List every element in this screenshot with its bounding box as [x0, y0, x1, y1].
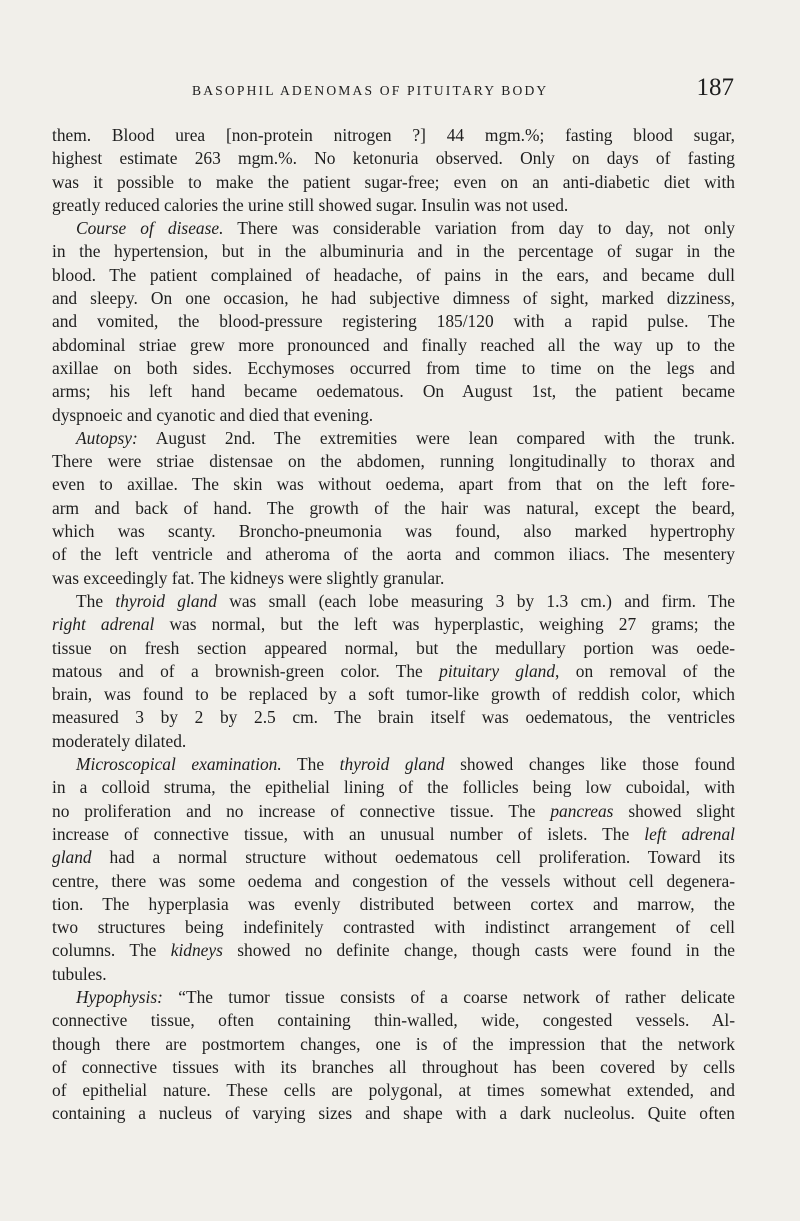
text-line — [52, 567, 735, 590]
text-segment: showed changes like those found — [444, 754, 735, 775]
text-segment: was it possible to make the patient sugar-free; even on an anti-diabetic diet with — [52, 171, 735, 192]
italic-term: right adrenal — [52, 614, 155, 635]
text-line — [52, 450, 735, 473]
text-segment: and vomited, the blood-pressure registering 185/120 with a rapid pulse. The — [52, 311, 735, 332]
text-segment: dyspnoeic and cyanotic and died that evening. — [52, 404, 374, 425]
text-segment: There was considerable variation from day to day, not only — [223, 218, 735, 239]
text-line — [52, 800, 735, 823]
text-segment: The — [76, 590, 116, 611]
text-line — [52, 730, 735, 753]
text-line — [52, 986, 735, 1009]
text-segment: them. Blood urea [non-protein nitrogen ?] 44 mgm.%; fasting blood sugar, — [52, 125, 735, 145]
text-line — [52, 240, 735, 263]
text-line — [52, 1056, 735, 1079]
text-line — [52, 124, 735, 147]
text-segment: “The tumor tissue consists of a coarse network of rather delicate — [162, 986, 735, 1007]
text-segment: abdominal striae grew more pronounced and finally reached all the way up to the — [52, 334, 735, 355]
italic-term: kidneys — [170, 940, 223, 961]
text-segment: tion. The hyperplasia was evenly distributed between cortex and marrow, the — [52, 893, 735, 914]
text-line — [52, 380, 735, 403]
text-line — [52, 1102, 735, 1125]
text-segment: two structures being indefinitely contrasted with indistinct arrangement of cell — [52, 917, 735, 938]
text-line — [52, 473, 735, 496]
italic-term: thyroid gland — [339, 754, 445, 775]
text-line — [52, 846, 735, 869]
text-segment: showed slight — [613, 800, 735, 821]
text-segment: August 2nd. The extremities were lean compared with the trunk. — [137, 427, 735, 448]
text-line — [52, 543, 735, 566]
text-segment: , on removal of the — [555, 660, 735, 681]
text-line — [52, 357, 735, 380]
text-segment: tissue on fresh section appeared normal, but the medullary portion was oede- — [52, 637, 735, 658]
text-line — [52, 939, 735, 962]
text-line — [52, 916, 735, 939]
text-segment: containing a nucleus of varying sizes and shape with a dark nucleolus. Quite often — [52, 1103, 735, 1124]
text-line — [52, 637, 735, 660]
text-segment: was normal, but the left was hyperplastic, weighing 27 grams; the — [154, 614, 735, 635]
text-line — [52, 497, 735, 520]
text-line — [52, 870, 735, 893]
text-segment: in the hypertension, but in the albuminuria and in the percentage of sugar in the — [52, 241, 735, 262]
text-segment: and sleepy. On one occasion, he had subjective dimness of sight, marked dizziness, — [52, 288, 735, 309]
italic-term: pituitary gland — [439, 660, 556, 681]
text-segment: arm and back of hand. The growth of the hair was natural, except the beard, — [52, 497, 735, 518]
text-line — [52, 310, 735, 333]
running-head — [58, 72, 734, 106]
text-line — [52, 660, 735, 683]
italic-term: Hypophysis: — [76, 986, 163, 1007]
text-segment: arms; his left hand became oedematous. On August 1st, the patient became — [52, 381, 735, 402]
text-line — [52, 963, 735, 986]
text-segment: The — [281, 754, 340, 775]
italic-term: Autopsy: — [76, 427, 138, 448]
text-segment: was small (each lobe measuring 3 by 1.3 cm.) and firm. The — [216, 590, 735, 611]
text-line — [52, 683, 735, 706]
text-segment: greatly reduced calories the urine still showed sugar. Insulin was not used. — [52, 194, 569, 215]
text-line — [52, 264, 735, 287]
text-segment: was exceedingly fat. The kidneys were slightly granular. — [52, 567, 445, 588]
text-line — [52, 427, 735, 450]
italic-term: pancreas — [550, 800, 614, 821]
text-line — [52, 334, 735, 357]
text-segment: moderately dilated. — [52, 730, 187, 751]
text-segment: tubules. — [52, 963, 107, 984]
text-segment: connective tissue, often containing thin-walled, wide, congested vessels. Al- — [52, 1010, 735, 1031]
text-segment: of connective tissues with its branches all throughout has been covered by cells — [52, 1056, 735, 1077]
text-line — [52, 217, 735, 240]
text-line — [52, 1079, 735, 1102]
text-segment: even to axillae. The skin was without oedema, apart from that on the left fore- — [52, 474, 735, 495]
text-line — [52, 753, 735, 776]
text-segment: measured 3 by 2 by 2.5 cm. The brain itself was oedematous, the ventricles — [52, 707, 735, 728]
text-line — [52, 171, 735, 194]
italic-term: Microscopical examination. — [76, 754, 282, 775]
text-segment: axillae on both sides. Ecchymoses occurred from time to time on the legs and — [52, 357, 735, 378]
text-line — [52, 287, 735, 310]
running-title: BASOPHIL ADENOMAS OF PITUITARY BODY — [192, 83, 549, 98]
text-line — [52, 823, 735, 846]
italic-term: left adrenal — [644, 823, 735, 844]
italic-term: Course of disease. — [76, 218, 224, 239]
text-segment: centre, there was some oedema and congestion of the vessels without cell degenera- — [52, 870, 735, 891]
text-line — [52, 147, 735, 170]
text-line — [52, 520, 735, 543]
italic-term: thyroid gland — [115, 590, 217, 611]
text-segment: increase of connective tissue, with an unusual number of islets. The — [52, 823, 645, 844]
text-line — [52, 706, 735, 729]
text-line — [52, 1033, 735, 1056]
text-segment: showed no definite change, though casts were found in the — [222, 940, 735, 961]
text-line — [52, 893, 735, 916]
text-segment: no proliferation and no increase of connective tissue. The — [52, 800, 551, 821]
text-line — [52, 590, 735, 613]
text-segment: There were striae distensae on the abdomen, running longitudinally to thorax and — [52, 451, 735, 472]
page-number: 187 — [696, 74, 734, 101]
text-segment: brain, was found to be replaced by a soft tumor-like growth of reddish color, which — [52, 684, 735, 705]
text-segment: of the left ventricle and atheroma of the aorta and common iliacs. The mesentery — [52, 544, 735, 565]
text-segment: matous and of a brownish-green color. The — [52, 660, 440, 681]
text-segment: which was scanty. Broncho-pneumonia was found, also marked hypertrophy — [52, 521, 735, 542]
text-line — [52, 613, 735, 636]
text-segment: columns. The — [52, 940, 171, 961]
text-line — [52, 1009, 735, 1032]
text-segment: though there are postmortem changes, one is of the impression that the network — [52, 1033, 735, 1054]
italic-term: gland — [52, 847, 92, 868]
text-line — [52, 776, 735, 799]
text-line — [52, 194, 735, 217]
text-segment: in a colloid struma, the epithelial lining of the follicles being low cuboidal, with — [52, 777, 735, 798]
text-line — [52, 404, 735, 427]
text-segment: highest estimate 263 mgm.%. No ketonuria observed. Only on days of fasting — [52, 148, 735, 169]
text-segment: blood. The patient complained of headache, of pains in the ears, and became dull — [52, 264, 735, 285]
body-text — [52, 124, 735, 1126]
text-segment: had a normal structure without oedematous cell proliferation. Toward its — [91, 847, 735, 868]
text-segment: of epithelial nature. These cells are polygonal, at times somewhat extended, and — [52, 1080, 735, 1101]
